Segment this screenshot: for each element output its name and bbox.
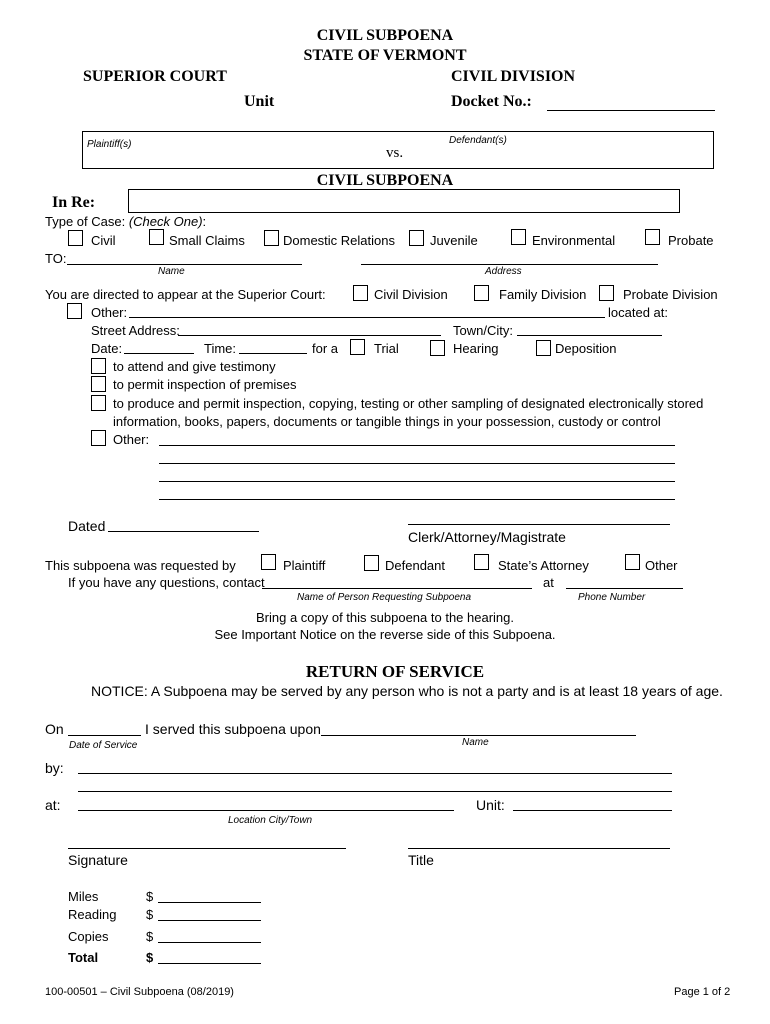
appear-label: You are directed to appear at the Superior Court: bbox=[45, 287, 326, 302]
fee-miles-field[interactable] bbox=[158, 902, 261, 903]
fee-reading-label: Reading bbox=[68, 907, 117, 922]
case-probate-label: Probate bbox=[668, 233, 714, 248]
case-environmental-checkbox[interactable] bbox=[511, 229, 526, 245]
appear-civil-checkbox[interactable] bbox=[353, 285, 368, 301]
deposition-label: Deposition bbox=[555, 341, 617, 356]
req-states-attorney-checkbox[interactable] bbox=[474, 554, 489, 570]
fee-total-label: Total bbox=[68, 950, 99, 965]
signature-label: Signature bbox=[68, 852, 128, 868]
trial-label: Trial bbox=[374, 341, 399, 356]
fee-copies-symbol: $ bbox=[146, 929, 154, 944]
defendant-label: Defendant(s) bbox=[449, 135, 507, 146]
town-label: Town/City: bbox=[453, 323, 513, 338]
req-defendant-label: Defendant bbox=[385, 558, 445, 573]
contact-at-label: at bbox=[543, 575, 554, 590]
produce-line-2: information, books, papers, documents or tangible things in your possession, custody or control bbox=[113, 414, 661, 429]
fee-reading-symbol: $ bbox=[146, 907, 154, 922]
return-title: RETURN OF SERVICE bbox=[305, 662, 485, 681]
contact-name-field[interactable] bbox=[262, 588, 532, 589]
in-re-field[interactable] bbox=[128, 189, 680, 213]
date-label: Date: bbox=[91, 341, 123, 356]
page-number: Page 1 of 2 bbox=[674, 986, 731, 998]
case-civil-checkbox[interactable] bbox=[68, 230, 83, 246]
dated-label: Dated bbox=[68, 518, 106, 534]
case-probate-checkbox[interactable] bbox=[645, 229, 660, 245]
testimony-label: to attend and give testimony bbox=[113, 359, 276, 374]
fee-miles-symbol: $ bbox=[146, 889, 154, 904]
appear-other-field[interactable] bbox=[129, 317, 605, 318]
by-label: by: bbox=[45, 760, 64, 776]
purpose-other-label: Other: bbox=[113, 432, 150, 447]
to-label: TO: bbox=[45, 251, 67, 266]
served-label: I served this subpoena upon bbox=[145, 721, 321, 737]
trial-checkbox[interactable] bbox=[350, 339, 365, 355]
for-a-label: for a bbox=[312, 341, 339, 356]
deposition-checkbox[interactable] bbox=[536, 340, 551, 356]
located-at-label: located at: bbox=[608, 305, 668, 320]
title-line-2: STATE OF VERMONT bbox=[303, 47, 467, 64]
location-caption: Location City/Town bbox=[228, 815, 313, 826]
service-date-caption: Date of Service bbox=[69, 740, 138, 751]
to-address-field[interactable] bbox=[361, 264, 658, 265]
title-line[interactable] bbox=[408, 848, 670, 849]
unit-label: Unit bbox=[244, 93, 275, 110]
served-name-field[interactable] bbox=[321, 735, 636, 736]
location-field[interactable] bbox=[78, 810, 454, 811]
req-plaintiff-checkbox[interactable] bbox=[261, 554, 276, 570]
see-notice-text: See Important Notice on the reverse side of this Subpoena. bbox=[214, 627, 556, 642]
fee-total-field[interactable] bbox=[158, 963, 261, 964]
req-defendant-checkbox[interactable] bbox=[364, 555, 379, 571]
clerk-label: Clerk/Attorney/Magistrate bbox=[408, 529, 566, 545]
fee-total-symbol: $ bbox=[146, 950, 154, 965]
to-name-caption: Name bbox=[158, 266, 185, 277]
unit-field[interactable] bbox=[513, 810, 672, 811]
title-label: Title bbox=[408, 852, 434, 868]
case-domestic-checkbox[interactable] bbox=[264, 230, 279, 246]
form-id: 100-00501 – Civil Subpoena (08/2019) bbox=[45, 986, 234, 998]
clerk-signature-line[interactable] bbox=[408, 524, 670, 525]
street-label: Street Address: bbox=[91, 323, 180, 338]
req-other-checkbox[interactable] bbox=[625, 554, 640, 570]
case-domestic-label: Domestic Relations bbox=[283, 233, 395, 248]
fee-miles-label: Miles bbox=[68, 889, 99, 904]
case-juvenile-checkbox[interactable] bbox=[409, 230, 424, 246]
fee-reading-field[interactable] bbox=[158, 920, 261, 921]
contact-phone-field[interactable] bbox=[566, 588, 683, 589]
versus-label: vs. bbox=[386, 145, 404, 161]
at-label: at: bbox=[45, 797, 61, 813]
case-environmental-label: Environmental bbox=[532, 233, 616, 248]
inspection-checkbox[interactable] bbox=[91, 376, 106, 392]
appear-civil-label: Civil Division bbox=[374, 287, 448, 302]
signature-line[interactable] bbox=[68, 848, 346, 849]
purpose-other-line-2[interactable] bbox=[159, 463, 675, 464]
served-name-caption: Name bbox=[462, 737, 489, 748]
contact-phone-caption: Phone Number bbox=[578, 592, 646, 603]
to-address-caption: Address bbox=[485, 266, 522, 277]
time-label: Time: bbox=[204, 341, 237, 356]
by-field-line-2[interactable] bbox=[78, 791, 672, 792]
fee-copies-field[interactable] bbox=[158, 942, 261, 943]
on-label: On bbox=[45, 721, 64, 737]
testimony-checkbox[interactable] bbox=[91, 358, 106, 374]
town-field[interactable] bbox=[517, 335, 662, 336]
section-title: CIVIL SUBPOENA bbox=[316, 172, 454, 189]
case-small-claims-checkbox[interactable] bbox=[149, 229, 164, 245]
purpose-other-line-3[interactable] bbox=[159, 481, 675, 482]
case-juvenile-label: Juvenile bbox=[430, 233, 478, 248]
req-other-label: Other bbox=[645, 558, 678, 573]
appear-family-checkbox[interactable] bbox=[474, 285, 489, 301]
case-type-label: Type of Case: (Check One): bbox=[45, 214, 207, 229]
service-date-field[interactable] bbox=[68, 735, 141, 736]
unit-field-label: Unit: bbox=[476, 797, 505, 813]
req-states-attorney-label: State’s Attorney bbox=[498, 558, 589, 573]
fee-copies-label: Copies bbox=[68, 929, 109, 944]
purpose-other-line-1[interactable] bbox=[159, 445, 675, 446]
case-civil-label: Civil bbox=[91, 233, 116, 248]
appear-probate-label: Probate Division bbox=[623, 287, 718, 302]
return-notice: NOTICE: A Subpoena may be served by any person who is not a party and is at least 18 years of age. bbox=[91, 683, 723, 699]
requested-label: This subpoena was requested by bbox=[45, 558, 236, 573]
court-name: SUPERIOR COURT bbox=[83, 68, 227, 85]
questions-label: If you have any questions, contact bbox=[68, 575, 265, 590]
purpose-other-line-4[interactable] bbox=[159, 499, 675, 500]
time-field[interactable] bbox=[239, 353, 307, 354]
req-plaintiff-label: Plaintiff bbox=[283, 558, 326, 573]
in-re-label: In Re: bbox=[52, 194, 96, 211]
appear-probate-checkbox[interactable] bbox=[599, 285, 614, 301]
to-name-field[interactable] bbox=[67, 264, 302, 265]
produce-line-1: to produce and permit inspection, copying, testing or other sampling of designated electronically stored bbox=[113, 396, 704, 411]
hearing-label: Hearing bbox=[453, 341, 499, 356]
dated-field[interactable] bbox=[108, 531, 259, 532]
title-line-1: CIVIL SUBPOENA bbox=[316, 27, 454, 44]
date-field[interactable] bbox=[124, 353, 194, 354]
plaintiff-label: Plaintiff(s) bbox=[87, 139, 132, 150]
docket-field[interactable] bbox=[547, 110, 715, 111]
appear-other-label: Other: bbox=[91, 305, 128, 320]
bring-copy-text: Bring a copy of this subpoena to the hearing. bbox=[255, 610, 514, 625]
street-field[interactable] bbox=[178, 335, 441, 336]
by-field-line-1[interactable] bbox=[78, 773, 672, 774]
inspection-label: to permit inspection of premises bbox=[113, 377, 297, 392]
hearing-checkbox[interactable] bbox=[430, 340, 445, 356]
appear-other-checkbox[interactable] bbox=[67, 303, 82, 319]
appear-family-label: Family Division bbox=[499, 287, 587, 302]
purpose-other-checkbox[interactable] bbox=[91, 430, 106, 446]
division-name: CIVIL DIVISION bbox=[451, 68, 576, 85]
produce-checkbox[interactable] bbox=[91, 395, 106, 411]
contact-name-caption: Name of Person Requesting Subpoena bbox=[297, 592, 472, 603]
docket-label: Docket No.: bbox=[451, 93, 532, 110]
case-small-claims-label: Small Claims bbox=[169, 233, 245, 248]
